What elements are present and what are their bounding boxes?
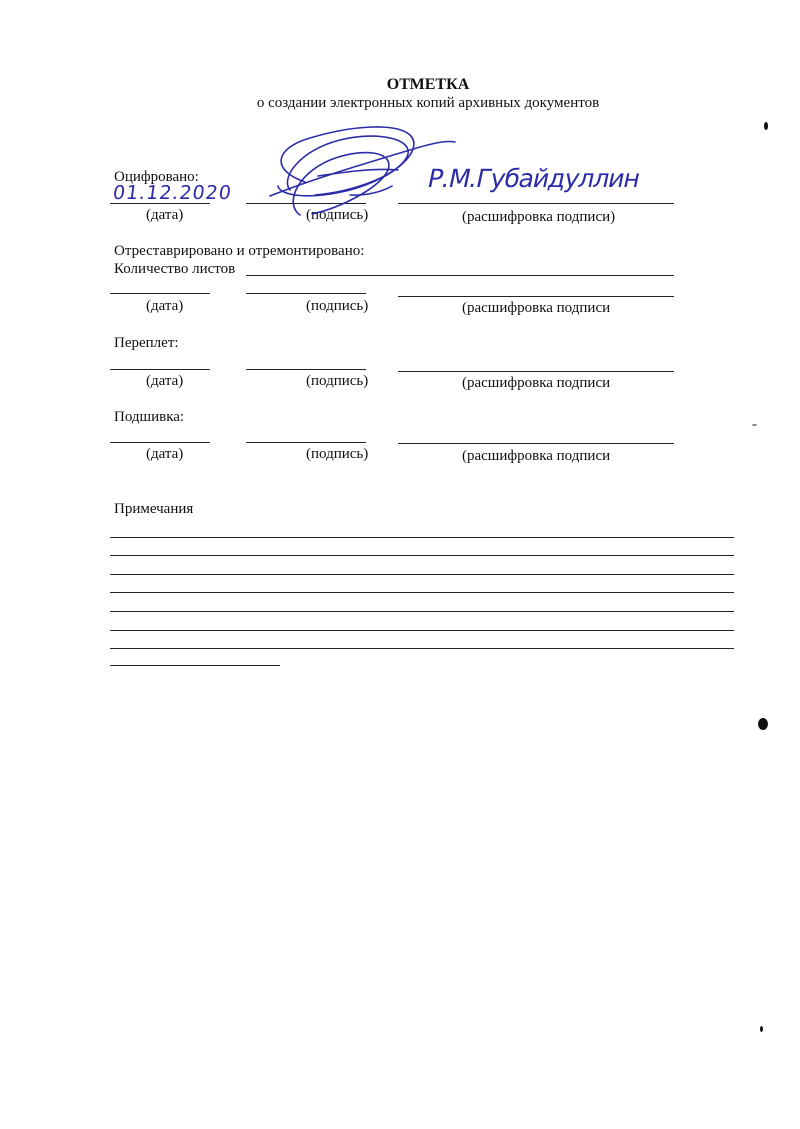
restored-date-caption: (дата) bbox=[146, 298, 184, 314]
sheets-count-label: Количество листов bbox=[114, 261, 236, 277]
notes-label: Примечания bbox=[114, 501, 194, 517]
digitized-label: Оцифровано: bbox=[114, 169, 199, 185]
document-subtitle: о создании электронных копий архивных документов bbox=[256, 95, 600, 111]
restored-decode-line bbox=[398, 296, 674, 297]
restored-label: Отреставрировано и отремонтировано: bbox=[114, 243, 365, 259]
stitching-sign-line bbox=[246, 442, 366, 443]
binding-decode-caption: (расшифровка подписи bbox=[462, 375, 611, 391]
restored-decode-caption: (расшифровка подписи bbox=[462, 300, 611, 316]
digitized-date-handwritten: 01.12.2020 bbox=[111, 182, 234, 204]
document-title: ОТМЕТКА bbox=[386, 76, 470, 93]
digitized-date-line bbox=[110, 203, 210, 204]
stitching-label: Подшивка: bbox=[114, 409, 185, 425]
stitching-date-caption: (дата) bbox=[146, 446, 184, 462]
stitching-decode-line bbox=[398, 443, 674, 444]
digitized-sign-line bbox=[246, 203, 366, 204]
scan-speck bbox=[752, 424, 757, 426]
digitized-date-caption: (дата) bbox=[146, 207, 184, 223]
stitching-date-line bbox=[110, 442, 210, 443]
binding-label: Переплет: bbox=[114, 335, 179, 351]
scan-speck bbox=[760, 1026, 763, 1032]
scan-speck bbox=[758, 718, 768, 730]
binding-sign-line bbox=[246, 369, 366, 370]
stitching-decode-caption: (расшифровка подписи bbox=[462, 448, 611, 464]
restored-date-line bbox=[110, 293, 210, 294]
digitized-decode-line bbox=[398, 203, 674, 204]
restored-sign-line bbox=[246, 293, 366, 294]
binding-date-line bbox=[110, 369, 210, 370]
binding-sign-caption: (подпись) bbox=[306, 373, 369, 389]
notes-line bbox=[110, 630, 734, 631]
stitching-sign-caption: (подпись) bbox=[306, 446, 369, 462]
notes-line bbox=[110, 611, 734, 612]
notes-line bbox=[110, 537, 734, 538]
digitized-decode-caption: (расшифровка подписи) bbox=[462, 209, 616, 225]
notes-line bbox=[110, 555, 734, 556]
notes-line bbox=[110, 574, 734, 575]
notes-line bbox=[110, 592, 734, 593]
binding-decode-line bbox=[398, 371, 674, 372]
restored-sign-caption: (подпись) bbox=[306, 298, 369, 314]
binding-date-caption: (дата) bbox=[146, 373, 184, 389]
digitized-sign-caption: (подпись) bbox=[306, 207, 369, 223]
digitized-name-handwritten: Р.М.Губайдуллин bbox=[424, 164, 643, 193]
notes-line-short bbox=[110, 665, 280, 666]
sheets-count-line bbox=[246, 275, 674, 276]
scan-speck bbox=[764, 122, 768, 130]
notes-line bbox=[110, 648, 734, 649]
